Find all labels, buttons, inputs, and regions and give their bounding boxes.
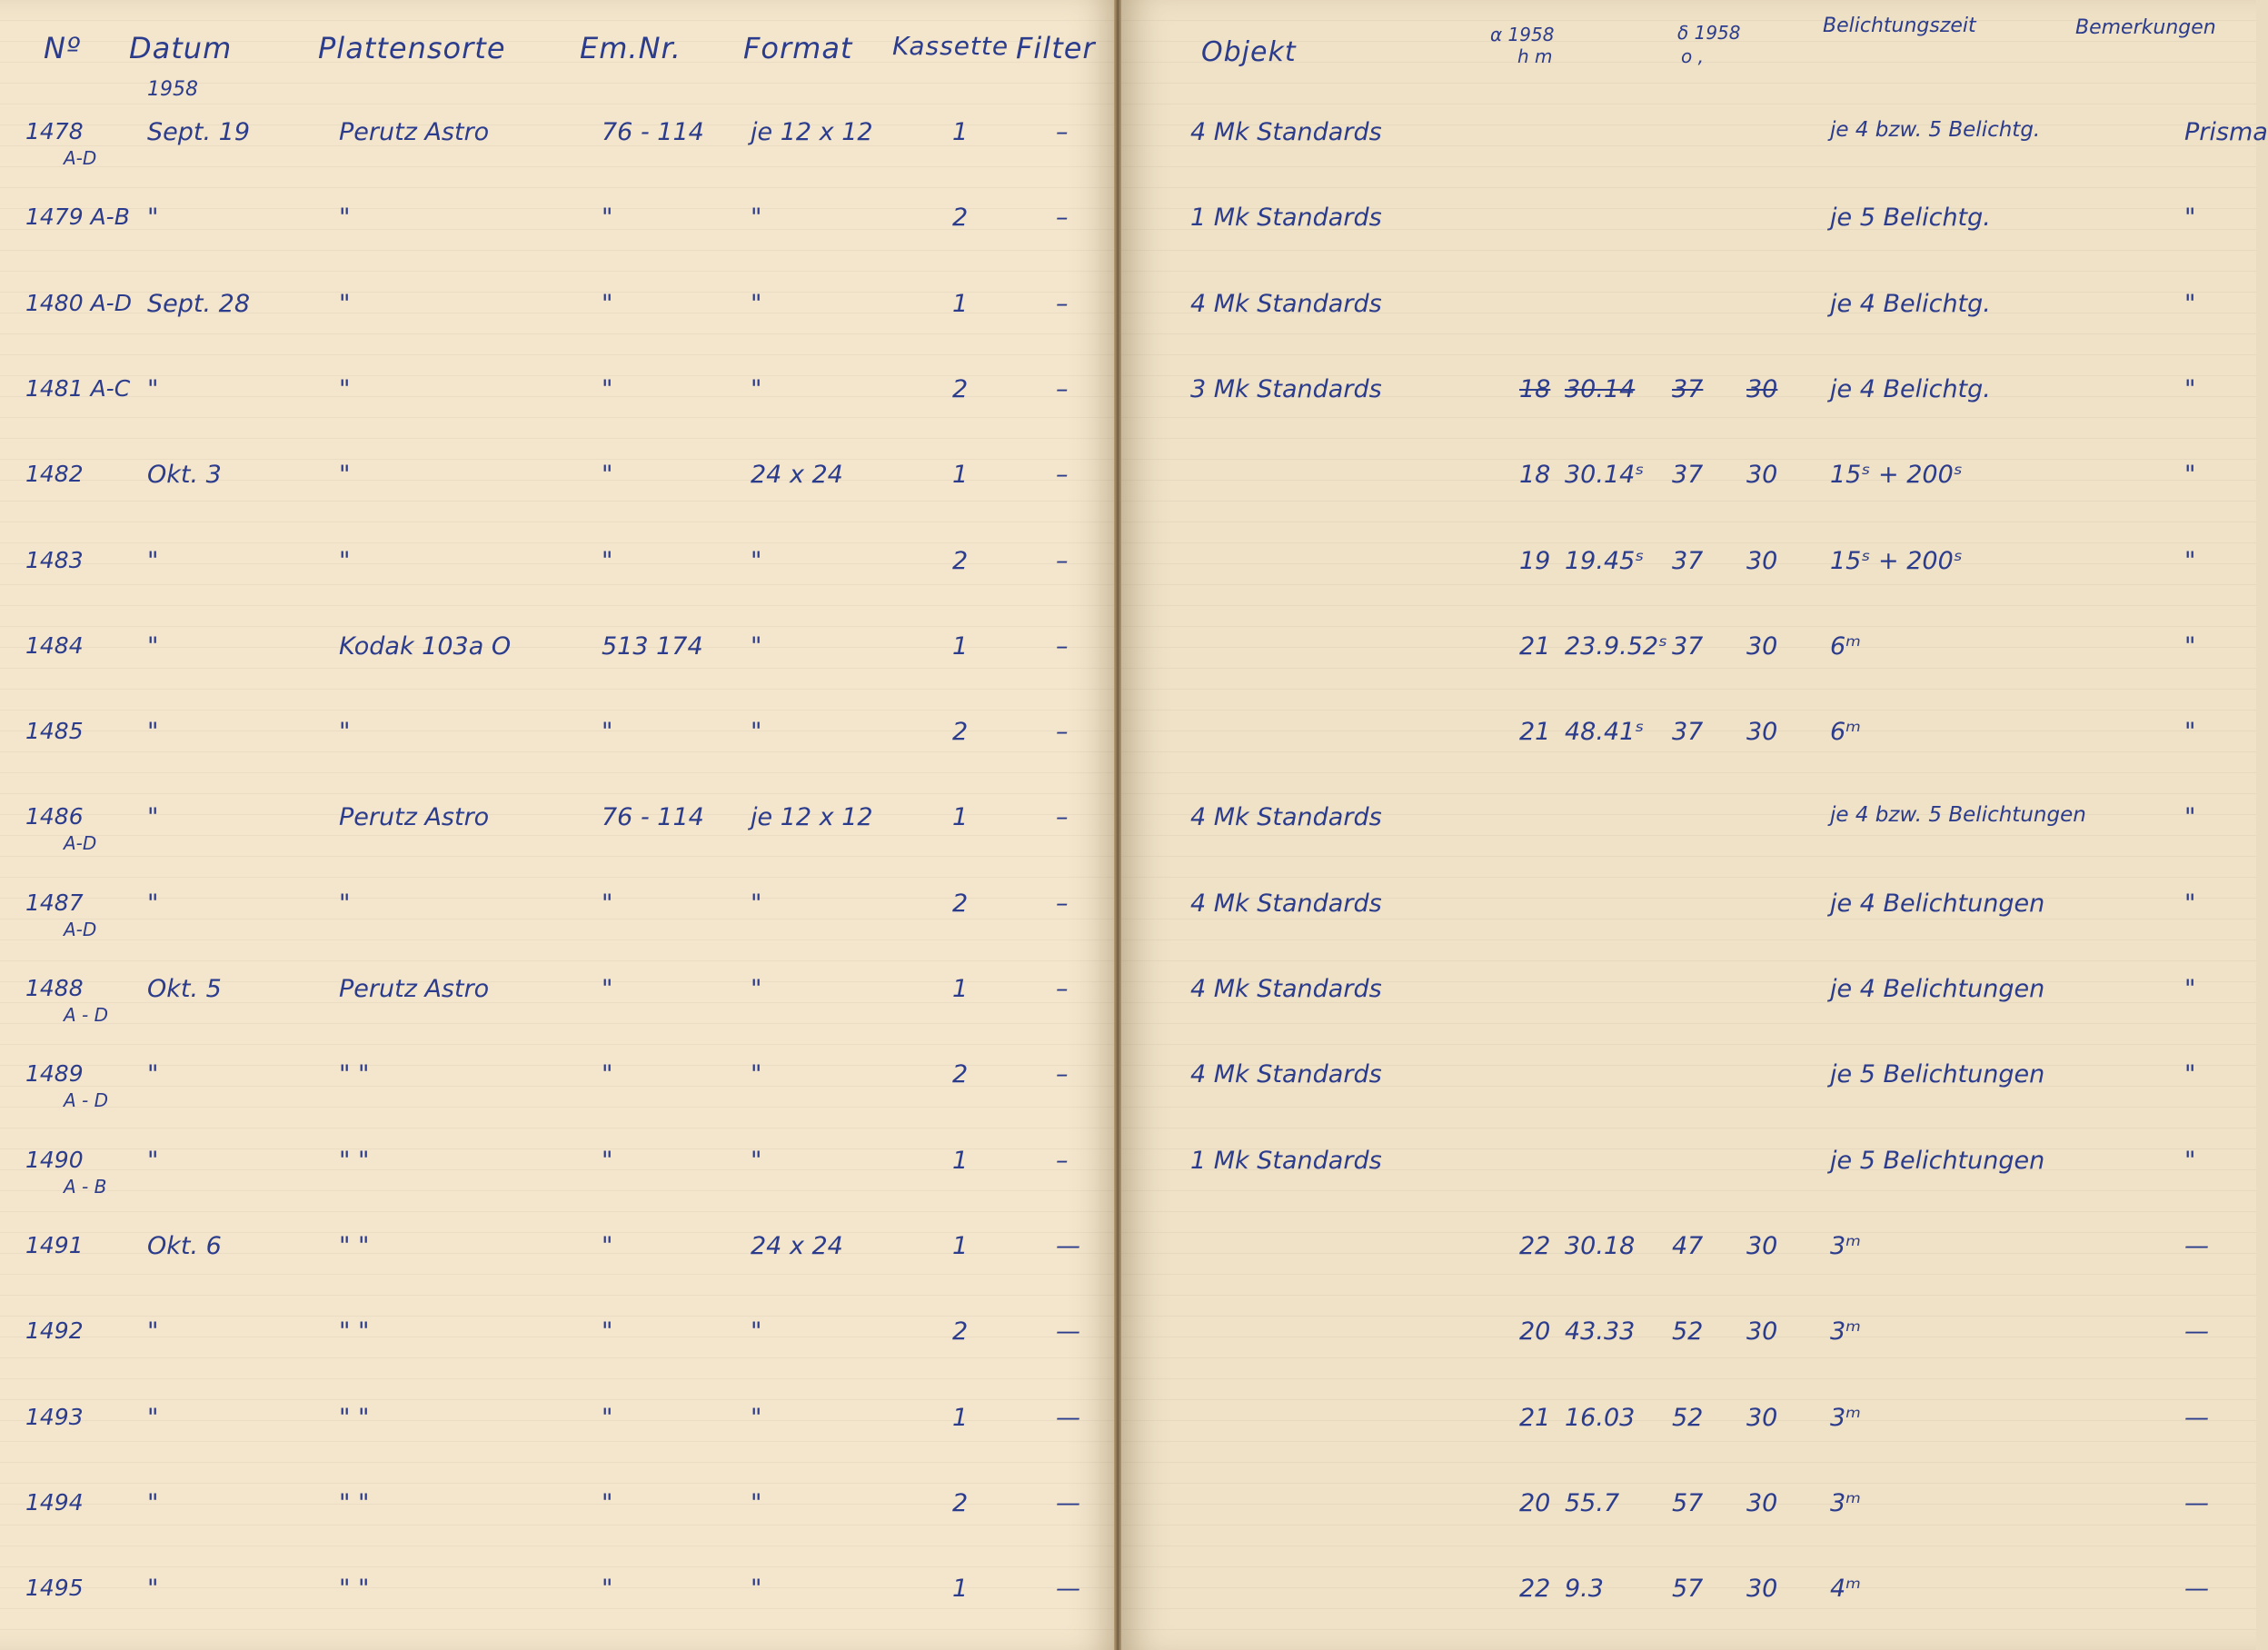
cell-datum: Okt. 3 xyxy=(147,461,222,490)
header-delta: δ 1958 xyxy=(1677,22,1741,44)
cell-belichtungszeit: je 4 Belichtg. xyxy=(1830,289,1991,318)
cell-format: " xyxy=(751,1488,762,1517)
cell-filter: – xyxy=(1056,889,1069,918)
cell-kassette: 2 xyxy=(952,1060,969,1089)
cell-format: " xyxy=(751,1317,762,1347)
cell-objekt: 4 Mk Standards xyxy=(1190,1060,1382,1089)
cell-format: " xyxy=(751,1146,762,1175)
cell-kassette: 2 xyxy=(952,1317,969,1347)
cell-nr: 1485 xyxy=(25,718,84,745)
cell-alpha-h: 22 xyxy=(1519,1575,1551,1604)
cell-em-nr: " xyxy=(602,289,613,318)
header-alpha-units: h m xyxy=(1517,45,1553,67)
cell-delta-deg: 52 xyxy=(1672,1317,1704,1347)
cell-bemerkungen: " xyxy=(2184,546,2196,575)
cell-plattensorte: " xyxy=(339,374,351,403)
cell-belichtungszeit: je 4 Belichtungen xyxy=(1830,975,2045,1003)
cell-format: 24 x 24 xyxy=(751,461,843,490)
cell-plattensorte: Perutz Astro xyxy=(339,118,490,146)
cell-alpha-h: 21 xyxy=(1519,1403,1551,1432)
cell-kassette: 1 xyxy=(952,1403,969,1432)
cell-format: " xyxy=(751,1403,762,1432)
header-datum: Datum xyxy=(129,31,233,65)
cell-format: je 12 x 12 xyxy=(751,118,873,146)
cell-kassette: 1 xyxy=(952,1231,969,1260)
cell-belichtungszeit: je 4 bzw. 5 Belichtungen xyxy=(1830,803,2086,828)
cell-nr: 1495 xyxy=(25,1575,84,1602)
cell-format: " xyxy=(751,546,762,575)
cell-delta-min: 30 xyxy=(1746,718,1778,747)
cell-alpha-m: 19.45ˢ xyxy=(1565,546,1645,575)
left-page xyxy=(0,0,1118,1650)
cell-em-nr: " xyxy=(602,889,613,918)
cell-alpha-h: 22 xyxy=(1519,1231,1551,1260)
cell-filter: – xyxy=(1056,1060,1069,1089)
cell-alpha-m: 16.03 xyxy=(1565,1403,1636,1432)
cell-datum: Okt. 6 xyxy=(147,1231,222,1260)
cell-plattensorte: " " xyxy=(339,1146,370,1175)
cell-bemerkungen: " xyxy=(2184,204,2196,233)
cell-bemerkungen: — xyxy=(2184,1403,2209,1432)
header-em-nr: Em.Nr. xyxy=(580,31,681,65)
cell-belichtungszeit: je 5 Belichtungen xyxy=(1830,1060,2045,1089)
cell-filter: — xyxy=(1056,1317,1080,1347)
cell-plattensorte: Perutz Astro xyxy=(339,803,490,832)
cell-em-nr: " xyxy=(602,546,613,575)
right-page xyxy=(1121,0,2268,1650)
cell-belichtungszeit: 4ᵐ xyxy=(1830,1575,1862,1604)
cell-bemerkungen: — xyxy=(2184,1317,2209,1347)
cell-em-nr: " xyxy=(602,461,613,490)
cell-filter: – xyxy=(1056,1146,1069,1175)
cell-belichtungszeit: 3ᵐ xyxy=(1830,1231,1862,1260)
cell-plattensorte: " " xyxy=(339,1575,370,1604)
cell-belichtungszeit: 15ˢ + 200ˢ xyxy=(1830,546,1963,575)
header-objekt: Objekt xyxy=(1201,36,1297,68)
cell-format: 24 x 24 xyxy=(751,1231,843,1260)
cell-filter: — xyxy=(1056,1403,1080,1432)
cell-alpha-h: 21 xyxy=(1519,631,1551,661)
header-nr: Nº xyxy=(44,31,82,65)
cell-nr: 1494 xyxy=(25,1488,84,1516)
cell-belichtungszeit: je 4 Belichtungen xyxy=(1830,889,2045,918)
cell-alpha-h: 21 xyxy=(1519,718,1551,747)
header-bemerkungen: Bemerkungen xyxy=(2075,16,2216,39)
cell-delta-deg: 52 xyxy=(1672,1403,1704,1432)
cell-kassette: 2 xyxy=(952,1488,969,1517)
cell-bemerkungen: " xyxy=(2184,461,2196,490)
cell-kassette: 1 xyxy=(952,1146,969,1175)
cell-nr: 1481 A-C xyxy=(25,374,131,402)
cell-nr-suffix: A - D xyxy=(64,1089,109,1112)
cell-kassette: 2 xyxy=(952,374,969,403)
cell-delta-min: 30 xyxy=(1746,1488,1778,1517)
cell-plattensorte: Kodak 103a O xyxy=(339,631,512,661)
cell-nr: 1484 xyxy=(25,631,84,659)
cell-objekt: 1 Mk Standards xyxy=(1190,1146,1382,1175)
cell-nr: 1489 xyxy=(25,1060,84,1088)
cell-bemerkungen: " xyxy=(2184,1146,2196,1175)
cell-bemerkungen: " xyxy=(2184,289,2196,318)
cell-filter: – xyxy=(1056,204,1069,233)
header-alpha: α 1958 xyxy=(1490,24,1555,45)
cell-nr-suffix: A - B xyxy=(64,1175,107,1198)
cell-kassette: 2 xyxy=(952,546,969,575)
cell-delta-min: 30 xyxy=(1746,631,1778,661)
cell-plattensorte: " xyxy=(339,204,351,233)
cell-filter: – xyxy=(1056,975,1069,1003)
cell-kassette: 1 xyxy=(952,803,969,832)
cell-alpha-m: 9.3 xyxy=(1565,1575,1604,1604)
cell-datum: " xyxy=(147,1146,159,1175)
cell-nr: 1490 xyxy=(25,1146,84,1173)
cell-datum: " xyxy=(147,1317,159,1347)
cell-objekt: 3 Mk Standards xyxy=(1190,374,1382,403)
cell-delta-deg: 37 xyxy=(1672,631,1704,661)
cell-plattensorte: " " xyxy=(339,1488,370,1517)
cell-belichtungszeit: je 5 Belichtungen xyxy=(1830,1146,2045,1175)
cell-nr-suffix: A-D xyxy=(64,832,97,855)
cell-plattensorte: " " xyxy=(339,1060,370,1089)
cell-alpha-m: 30.14 xyxy=(1565,374,1636,403)
cell-kassette: 1 xyxy=(952,461,969,490)
cell-kassette: 1 xyxy=(952,975,969,1003)
cell-filter: – xyxy=(1056,461,1069,490)
cell-format: " xyxy=(751,289,762,318)
header-filter: Filter xyxy=(1016,31,1096,65)
cell-alpha-h: 20 xyxy=(1519,1488,1551,1517)
cell-kassette: 1 xyxy=(952,1575,969,1604)
cell-objekt: 4 Mk Standards xyxy=(1190,289,1382,318)
cell-delta-deg: 57 xyxy=(1672,1575,1704,1604)
cell-datum: " xyxy=(147,1575,159,1604)
header-format: Format xyxy=(743,31,853,65)
cell-em-nr: " xyxy=(602,1403,613,1432)
cell-format: " xyxy=(751,1060,762,1089)
cell-delta-deg: 37 xyxy=(1672,374,1704,403)
cell-datum: " xyxy=(147,803,159,832)
cell-bemerkungen: — xyxy=(2184,1575,2209,1604)
cell-plattensorte: " xyxy=(339,546,351,575)
cell-alpha-h: 20 xyxy=(1519,1317,1551,1347)
cell-delta-deg: 37 xyxy=(1672,546,1704,575)
cell-nr: 1483 xyxy=(25,546,84,573)
cell-plattensorte: Perutz Astro xyxy=(339,975,490,1003)
cell-bemerkungen: " xyxy=(2184,975,2196,1003)
cell-plattensorte: " xyxy=(339,461,351,490)
cell-alpha-h: 18 xyxy=(1519,374,1551,403)
cell-bemerkungen: — xyxy=(2184,1488,2209,1517)
cell-kassette: 2 xyxy=(952,718,969,747)
cell-bemerkungen: — xyxy=(2184,1231,2209,1260)
cell-nr: 1480 A-D xyxy=(25,289,132,316)
cell-format: " xyxy=(751,631,762,661)
cell-plattensorte: " xyxy=(339,718,351,747)
cell-bemerkungen: " xyxy=(2184,631,2196,661)
cell-bemerkungen: Prisma xyxy=(2184,118,2268,146)
cell-delta-deg: 47 xyxy=(1672,1231,1704,1260)
cell-filter: – xyxy=(1056,718,1069,747)
header-plattensorte: Plattensorte xyxy=(318,31,506,65)
cell-em-nr: " xyxy=(602,1488,613,1517)
cell-belichtungszeit: 3ᵐ xyxy=(1830,1403,1862,1432)
cell-filter: – xyxy=(1056,546,1069,575)
header-year: 1958 xyxy=(147,78,198,101)
cell-em-nr: " xyxy=(602,975,613,1003)
cell-alpha-m: 43.33 xyxy=(1565,1317,1636,1347)
cell-em-nr: " xyxy=(602,204,613,233)
cell-alpha-m: 30.14ˢ xyxy=(1565,461,1645,490)
cell-nr-suffix: A-D xyxy=(64,918,97,940)
cell-kassette: 2 xyxy=(952,889,969,918)
cell-format: je 12 x 12 xyxy=(751,803,873,832)
cell-em-nr: " xyxy=(602,1060,613,1089)
cell-datum: " xyxy=(147,1488,159,1517)
cell-kassette: 2 xyxy=(952,204,969,233)
cell-kassette: 1 xyxy=(952,289,969,318)
cell-belichtungszeit: je 5 Belichtg. xyxy=(1830,204,1991,233)
cell-belichtungszeit: 3ᵐ xyxy=(1830,1488,1862,1517)
cell-objekt: 1 Mk Standards xyxy=(1190,204,1382,233)
cell-datum: " xyxy=(147,374,159,403)
cell-nr: 1491 xyxy=(25,1231,84,1258)
cell-datum: " xyxy=(147,1060,159,1089)
cell-kassette: 1 xyxy=(952,118,969,146)
cell-format: " xyxy=(751,889,762,918)
cell-nr: 1487 xyxy=(25,889,84,916)
cell-filter: – xyxy=(1056,289,1069,318)
cell-datum: " xyxy=(147,1403,159,1432)
cell-format: " xyxy=(751,1575,762,1604)
cell-nr: 1486 xyxy=(25,803,84,830)
cell-delta-deg: 37 xyxy=(1672,461,1704,490)
cell-nr: 1493 xyxy=(25,1403,84,1430)
cell-alpha-h: 19 xyxy=(1519,546,1551,575)
cell-delta-deg: 57 xyxy=(1672,1488,1704,1517)
cell-filter: – xyxy=(1056,118,1069,146)
cell-belichtungszeit: 6ᵐ xyxy=(1830,631,1862,661)
cell-plattensorte: " " xyxy=(339,1231,370,1260)
cell-datum: " xyxy=(147,546,159,575)
cell-plattensorte: " xyxy=(339,289,351,318)
cell-bemerkungen: " xyxy=(2184,889,2196,918)
cell-delta-min: 30 xyxy=(1746,1317,1778,1347)
cell-em-nr: " xyxy=(602,1146,613,1175)
cell-filter: – xyxy=(1056,374,1069,403)
cell-kassette: 1 xyxy=(952,631,969,661)
cell-datum: " xyxy=(147,718,159,747)
cell-em-nr: " xyxy=(602,374,613,403)
cell-datum: Sept. 19 xyxy=(147,118,250,146)
cell-belichtungszeit: je 4 Belichtg. xyxy=(1830,374,1991,403)
cell-nr: 1478 xyxy=(25,118,84,144)
cell-plattensorte: " xyxy=(339,889,351,918)
cell-alpha-m: 55.7 xyxy=(1565,1488,1620,1517)
cell-format: " xyxy=(751,204,762,233)
cell-em-nr: " xyxy=(602,718,613,747)
cell-delta-min: 30 xyxy=(1746,461,1778,490)
cell-datum: " xyxy=(147,889,159,918)
cell-datum: Okt. 5 xyxy=(147,975,222,1003)
cell-nr-suffix: A-D xyxy=(64,147,97,169)
cell-plattensorte: " " xyxy=(339,1403,370,1432)
cell-belichtungszeit: 3ᵐ xyxy=(1830,1317,1862,1347)
cell-nr: 1492 xyxy=(25,1317,84,1345)
cell-datum: Sept. 28 xyxy=(147,289,250,318)
cell-delta-min: 30 xyxy=(1746,1231,1778,1260)
cell-alpha-m: 30.18 xyxy=(1565,1231,1636,1260)
cell-em-nr: 513 174 xyxy=(602,631,703,661)
cell-belichtungszeit: 6ᵐ xyxy=(1830,718,1862,747)
cell-belichtungszeit: je 4 bzw. 5 Belichtg. xyxy=(1830,118,2041,142)
cell-delta-min: 30 xyxy=(1746,1575,1778,1604)
cell-bemerkungen: " xyxy=(2184,718,2196,747)
cell-format: " xyxy=(751,374,762,403)
cell-objekt: 4 Mk Standards xyxy=(1190,889,1382,918)
cell-plattensorte: " " xyxy=(339,1317,370,1347)
cell-alpha-m: 23.9.52ˢ xyxy=(1565,631,1668,661)
cell-filter: – xyxy=(1056,803,1069,832)
cell-nr: 1482 xyxy=(25,461,84,488)
cell-delta-deg: 37 xyxy=(1672,718,1704,747)
header-delta-units: o , xyxy=(1681,45,1704,67)
cell-bemerkungen: " xyxy=(2184,803,2196,832)
cell-filter: — xyxy=(1056,1488,1080,1517)
cell-nr: 1488 xyxy=(25,975,84,1001)
cell-belichtungszeit: 15ˢ + 200ˢ xyxy=(1830,461,1963,490)
cell-em-nr: " xyxy=(602,1575,613,1604)
cell-alpha-h: 18 xyxy=(1519,461,1551,490)
cell-em-nr: 76 - 114 xyxy=(602,803,704,832)
cell-nr: 1479 A-B xyxy=(25,204,130,231)
cell-objekt: 4 Mk Standards xyxy=(1190,118,1382,146)
cell-format: " xyxy=(751,975,762,1003)
cell-datum: " xyxy=(147,631,159,661)
cell-filter: — xyxy=(1056,1231,1080,1260)
cell-format: " xyxy=(751,718,762,747)
header-belichtungszeit: Belichtungszeit xyxy=(1823,15,1976,37)
cell-delta-min: 30 xyxy=(1746,546,1778,575)
header-kassette: Kassette xyxy=(892,31,1010,61)
cell-datum: " xyxy=(147,204,159,233)
cell-em-nr: 76 - 114 xyxy=(602,118,704,146)
cell-bemerkungen: " xyxy=(2184,1060,2196,1089)
cell-filter: – xyxy=(1056,631,1069,661)
cell-em-nr: " xyxy=(602,1231,613,1260)
cell-bemerkungen: " xyxy=(2184,374,2196,403)
cell-filter: — xyxy=(1056,1575,1080,1604)
cell-delta-min: 30 xyxy=(1746,374,1778,403)
cell-nr-suffix: A - D xyxy=(64,1004,109,1026)
cell-objekt: 4 Mk Standards xyxy=(1190,803,1382,832)
cell-delta-min: 30 xyxy=(1746,1403,1778,1432)
cell-objekt: 4 Mk Standards xyxy=(1190,975,1382,1003)
cell-alpha-m: 48.41ˢ xyxy=(1565,718,1645,747)
cell-em-nr: " xyxy=(602,1317,613,1347)
